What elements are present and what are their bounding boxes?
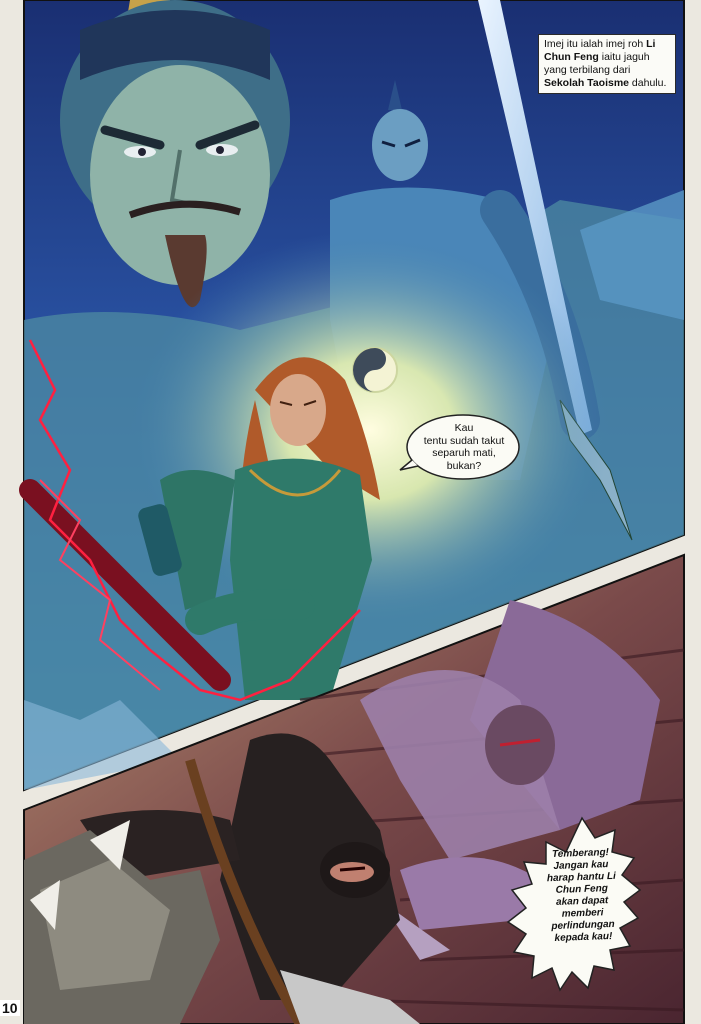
dialogue-line: memberi <box>561 907 604 920</box>
dialogue-line: tentu sudah takut <box>423 434 505 447</box>
dialogue-line: separuh mati, <box>432 447 496 459</box>
caption-name-li-chun-feng: Li Chun Feng <box>544 38 656 63</box>
dialogue-line: Kau <box>454 422 474 434</box>
speech-balloon-2-text <box>538 847 625 946</box>
dialogue-line: perlindungan <box>551 918 615 933</box>
dialogue-line: Jangan kau <box>553 859 609 872</box>
speech-balloon-1-text <box>416 422 512 472</box>
caption-text: Imej itu ialah imej roh <box>544 38 647 50</box>
dialogue-name: Li <box>606 870 616 883</box>
dialogue-line: bukan? <box>446 459 482 472</box>
narration-caption <box>538 34 676 94</box>
caption-text: dahulu. <box>629 77 667 89</box>
dialogue-line: harap hantu <box>546 871 608 885</box>
dialogue-line: akan dapat <box>555 895 609 908</box>
dialogue-line: Temberang! <box>551 847 610 861</box>
page-number: 10 <box>2 1000 18 1016</box>
dialogue-name: Chun Feng <box>555 883 609 896</box>
caption-name-sekolah-taoisme: Sekolah Taoisme <box>544 77 630 89</box>
dialogue-line: kepada kau! <box>554 930 613 944</box>
caption-text: iaitu jaguh yang terbilang dari <box>544 51 650 76</box>
